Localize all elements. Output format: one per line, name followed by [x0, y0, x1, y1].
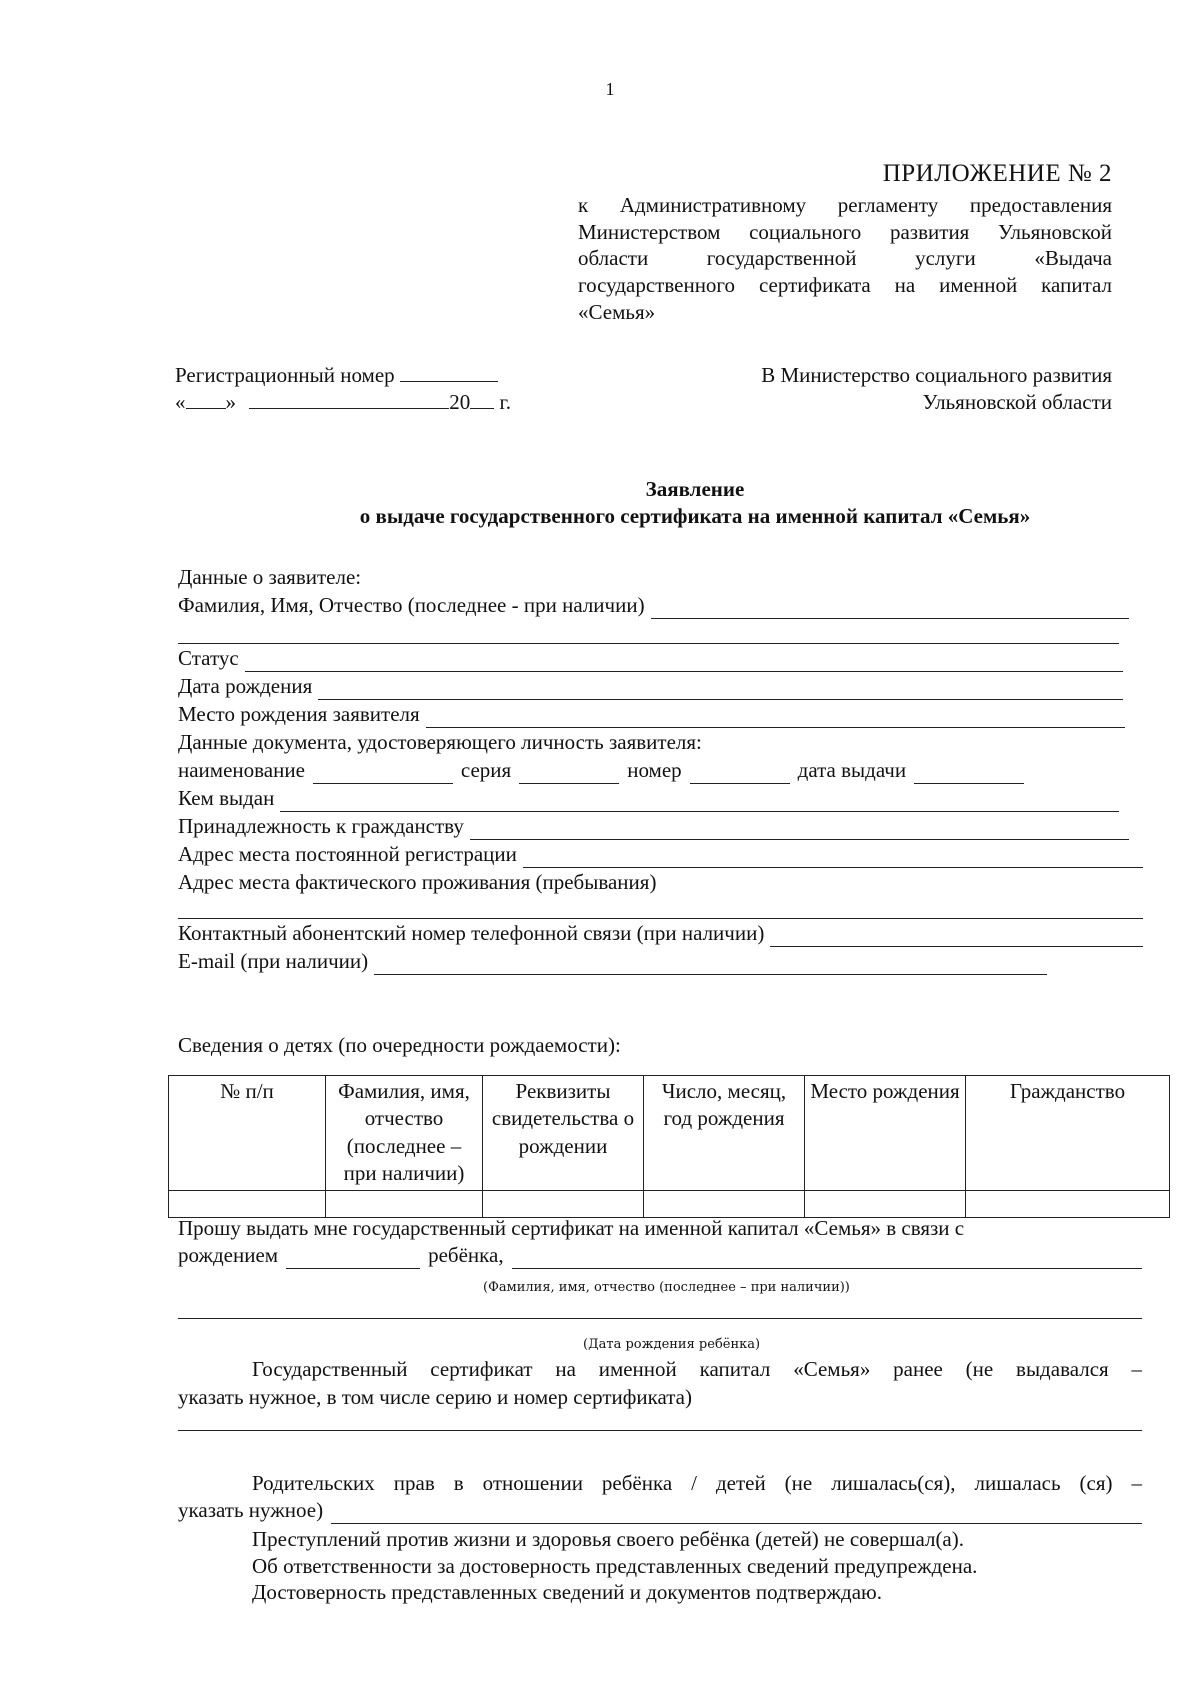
annex-line: области государственной услуги «Выдача: [578, 246, 1112, 271]
recipient-block: [761, 362, 1112, 415]
declarations: [178, 1526, 1142, 1606]
registration-month-field[interactable]: [249, 390, 449, 409]
cell-certificate[interactable]: [483, 1191, 644, 1218]
reg-address-field[interactable]: [523, 847, 1143, 868]
issued-by-label: Кем выдан: [178, 786, 275, 811]
col-birth-place: Место рождения: [805, 1076, 966, 1191]
doc-series-field[interactable]: [519, 763, 619, 784]
id-doc-heading: [178, 728, 1143, 756]
col-number: № п/п: [169, 1076, 326, 1191]
registration-day-field[interactable]: [186, 390, 226, 409]
id-doc-row: [178, 756, 1143, 784]
parental-rights-label: указать нужное): [178, 1498, 324, 1522]
title-line: Заявление: [645, 477, 745, 501]
annex-title: ПРИЛОЖЕНИЕ № 2: [882, 160, 1112, 187]
birth-place-row: [178, 700, 1143, 728]
fio-label: Фамилия, Имя, Отчество (последнее - при наличии): [178, 593, 645, 618]
fio-field[interactable]: [651, 598, 1129, 619]
fio-field-continued[interactable]: [178, 619, 1119, 644]
citizenship-row: [178, 812, 1143, 840]
id-doc-heading-text: Данные документа, удостоверяющего личность заявителя:: [178, 730, 702, 755]
recipient-line: Ульяновской области: [922, 389, 1112, 414]
annex-line: государственного сертификата на именной капитал: [578, 272, 1112, 297]
birth-place-field[interactable]: [426, 707, 1125, 728]
doc-number-field[interactable]: [690, 763, 790, 784]
birth-place-label: Место рождения заявителя: [178, 702, 420, 727]
doc-issue-date-label: дата выдачи: [797, 758, 907, 783]
parental-rights-field[interactable]: [331, 1503, 1142, 1524]
year-suffix: г.: [499, 389, 511, 414]
request-line1: Прошу выдать мне государственный сертификат на именной капитал «Семья» в связи с: [178, 1216, 965, 1240]
col-certificate: Реквизиты свидетельства о рождении: [483, 1076, 644, 1191]
fio-row: [178, 591, 1143, 619]
reg-address-label: Адрес места постоянной регистрации: [178, 842, 517, 867]
actual-address-field[interactable]: [178, 896, 1143, 919]
email-label: E-mail (при наличии): [178, 949, 369, 974]
actual-address-label: Адрес места фактического проживания (пребывания): [178, 870, 657, 895]
certificate-prev-line2: указать нужное, в том числе серию и номер сертификата): [178, 1385, 692, 1409]
col-birth-date: Число, месяц, год рождения: [644, 1076, 805, 1191]
parental-rights-line1: Родительских прав в отношении ребёнка / детей (не лишалась(ся), лишалась (ся) –: [252, 1471, 1142, 1495]
status-label: Статус: [178, 646, 239, 671]
child-birth-date-field[interactable]: [178, 1318, 1142, 1319]
email-row: [178, 947, 1143, 975]
caption-date: (Дата рождения ребёнка): [583, 1337, 761, 1352]
status-row: [178, 644, 1143, 672]
cell-number[interactable]: [169, 1191, 326, 1218]
caption-fio: (Фамилия, имя, отчество (последнее – при наличии)): [483, 1280, 850, 1295]
email-field[interactable]: [374, 954, 1047, 975]
cell-citizenship[interactable]: [966, 1191, 1170, 1218]
citizenship-field[interactable]: [470, 819, 1129, 840]
children-heading: Сведения о детях (по очередности рождаемости):: [178, 1033, 621, 1057]
applicant-form: [178, 563, 1143, 975]
children-table: [168, 1075, 1170, 1218]
title-line: о выдаче государственного сертификата на именной капитал «Семья»: [359, 503, 1031, 528]
phone-field[interactable]: [770, 926, 1143, 947]
col-citizenship: Гражданство: [966, 1076, 1170, 1191]
registration-number-field[interactable]: [400, 363, 498, 382]
parental-rights-line2: [178, 1497, 1142, 1524]
registration-year-field[interactable]: [470, 390, 494, 409]
issued-by-row: [178, 784, 1143, 812]
col-fio: Фамилия, имя, отчество (последнее – при наличии): [326, 1076, 483, 1191]
annex-text: [578, 192, 1112, 325]
annex-line: «Семья»: [578, 299, 656, 324]
page-number: 1: [605, 79, 615, 99]
year-prefix: 20: [449, 389, 471, 414]
applicant-heading-text: Данные о заявителе:: [178, 565, 362, 590]
cell-birth-date[interactable]: [644, 1191, 805, 1218]
declaration-item: Об ответственности за достоверность представленных сведений предупреждена.: [252, 1553, 978, 1578]
status-field[interactable]: [245, 651, 1123, 672]
doc-name-label: наименование: [178, 758, 305, 783]
phone-label: Контактный абонентский номер телефонной связи (при наличии): [178, 921, 765, 946]
quote-close: »: [225, 389, 236, 414]
phone-row: [178, 919, 1143, 947]
declaration-item: Преступлений против жизни и здоровья своего ребёнка (детей) не совершал(а).: [252, 1527, 965, 1551]
birth-order-field[interactable]: [286, 1248, 420, 1269]
document-title: [0, 476, 1200, 529]
doc-series-label: серия: [460, 758, 512, 783]
certificate-prev-line1: Государственный сертификат на именной капитал «Семья» ранее (не выдавался –: [252, 1357, 1142, 1381]
child-word: ребёнка,: [428, 1243, 504, 1267]
reg-address-row: [178, 840, 1143, 868]
birth-date-label: Дата рождения: [178, 674, 313, 699]
cell-fio[interactable]: [326, 1191, 483, 1218]
annex-line: к Административному регламенту предоставления: [578, 193, 1112, 217]
registration-number-label: Регистрационный номер: [175, 363, 395, 387]
request-line2: [178, 1242, 1142, 1269]
doc-issue-date-field[interactable]: [914, 763, 1024, 784]
doc-name-field[interactable]: [313, 763, 453, 784]
citizenship-label: Принадлежность к гражданству: [178, 814, 464, 839]
certificate-prev-field[interactable]: [178, 1430, 1142, 1431]
registration-block: [175, 362, 511, 415]
quote-open: «: [175, 389, 186, 414]
table-row: [169, 1191, 1170, 1218]
declaration-item: Достоверность представленных сведений и документов подтверждаю.: [252, 1580, 882, 1605]
doc-number-label: номер: [627, 758, 682, 783]
birth-date-row: [178, 672, 1143, 700]
annex-line: Министерством социального развития Ульяновской: [578, 219, 1112, 244]
actual-address-row: [178, 868, 1143, 896]
birth-date-field[interactable]: [318, 679, 1123, 700]
applicant-heading: [178, 563, 1143, 591]
cell-birth-place[interactable]: [805, 1191, 966, 1218]
issued-by-field[interactable]: [280, 791, 1119, 812]
child-fio-field[interactable]: [512, 1248, 1142, 1269]
birth-word: рождением: [178, 1243, 279, 1267]
recipient-line: В Министерство социального развития: [761, 363, 1112, 387]
